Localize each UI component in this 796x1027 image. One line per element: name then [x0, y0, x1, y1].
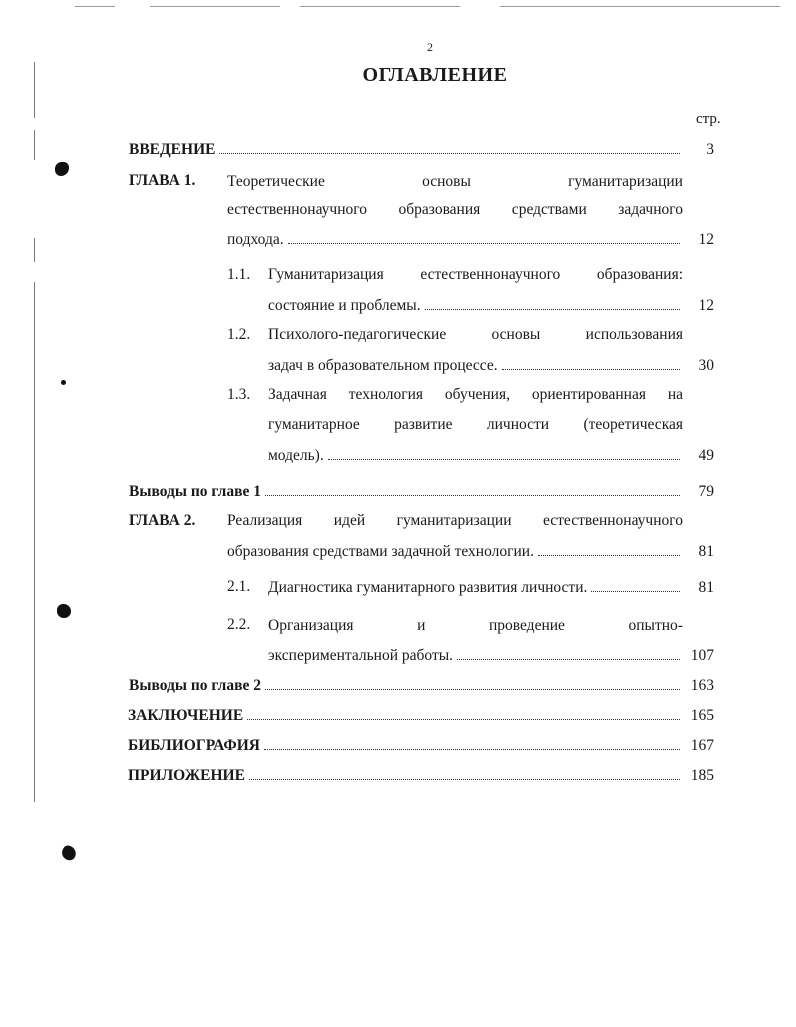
toc-entry-label: БИБЛИОГРАФИЯ	[128, 737, 260, 754]
section-2-1-line1[interactable]	[268, 578, 714, 598]
title-word: основы	[422, 173, 471, 190]
chapter-2-label: ГЛАВА 2.	[129, 512, 196, 529]
toc-entry-appendix[interactable]	[128, 766, 714, 786]
toc-entry-conclusions-1[interactable]	[129, 482, 714, 502]
section-number: 1.2.	[227, 326, 251, 343]
toc-entry-label: образования средствами задачной технологии.	[227, 543, 534, 560]
chapter-2-title-line1: Реализация идей гуманитаризации естественнонаучного	[227, 512, 683, 529]
toc-entry-label: экспериментальной работы.	[268, 647, 454, 664]
scan-line	[150, 6, 280, 7]
title-word: опытно-	[628, 617, 683, 634]
title-word: проведение	[488, 617, 565, 634]
section-2-2-line2[interactable]	[268, 646, 714, 666]
section-1-3-line1: Задачная технология обучения, ориентированная на	[268, 386, 683, 403]
toc-page-number: 12	[698, 231, 714, 248]
section-1-1-line1: Гуманитаризация естественнонаучного образования:	[268, 266, 683, 283]
leader-dots	[457, 658, 680, 660]
toc-page-number: 30	[698, 357, 714, 374]
title-word: Теоретические	[227, 173, 325, 190]
section-number: 1.3.	[227, 386, 251, 403]
toc-entry-label: модель).	[268, 447, 324, 464]
page-title: ОГЛАВЛЕНИЕ	[362, 64, 508, 86]
toc-entry-label: подхода.	[227, 231, 284, 248]
chapter-1-label: ГЛАВА 1.	[129, 172, 196, 189]
chapter-1-title-line3[interactable]	[227, 230, 714, 250]
leader-dots	[265, 494, 680, 496]
toc-entry-label: состояние и проблемы.	[268, 297, 421, 314]
ink-blot	[55, 162, 69, 176]
toc-page-number: 49	[698, 447, 714, 464]
toc-page-number: 79	[698, 483, 714, 500]
toc-entry-conclusions-2[interactable]	[129, 676, 714, 696]
section-1-1-line2[interactable]	[268, 296, 714, 316]
toc-entry-intro[interactable]	[129, 140, 714, 160]
section-number: 1.1.	[227, 266, 251, 283]
leader-dots	[328, 458, 680, 460]
scan-margin-line	[34, 238, 35, 262]
toc-page-number: 12	[698, 297, 714, 314]
toc-entry-conclusion[interactable]	[128, 706, 714, 726]
toc-page-number: 167	[690, 737, 714, 754]
toc-entry-label: задач в образовательном процессе.	[268, 357, 498, 374]
title-word: Организация	[268, 617, 354, 634]
ink-blot	[61, 380, 66, 385]
scan-margin-line	[34, 130, 35, 160]
leader-dots	[591, 590, 680, 592]
leader-dots	[288, 242, 680, 244]
toc-entry-label: Выводы по главе 1	[129, 483, 261, 500]
scan-margin-line	[34, 282, 35, 802]
section-1-2-line2[interactable]	[268, 356, 714, 376]
toc-entry-label: ПРИЛОЖЕНИЕ	[128, 767, 245, 784]
toc-page-number: 3	[706, 141, 714, 158]
toc-page-number: 107	[690, 647, 714, 664]
ink-blot	[57, 604, 71, 618]
leader-dots	[502, 368, 680, 370]
toc-page-number: 163	[690, 677, 714, 694]
section-1-3-line2: гуманитарное развитие личности (теоретическая	[268, 416, 683, 433]
chapter-1-title-line2: естественнонаучного образования средствами задачного	[227, 201, 683, 218]
leader-dots	[247, 718, 680, 720]
section-2-2-line1[interactable]	[268, 616, 683, 636]
toc-page-number: 165	[690, 707, 714, 724]
toc-page-number: 185	[690, 767, 714, 784]
leader-dots	[264, 748, 680, 750]
leader-dots	[249, 778, 680, 780]
section-number: 2.1.	[227, 578, 251, 595]
toc-entry-bibliography[interactable]	[128, 736, 714, 756]
toc-entry-label: ЗАКЛЮЧЕНИЕ	[128, 707, 244, 724]
chapter-2-title-line2[interactable]	[227, 542, 714, 562]
chapter-1-title-line1[interactable]	[227, 172, 683, 192]
page-number: 2	[427, 40, 433, 54]
scan-line	[75, 6, 115, 7]
section-number: 2.2.	[227, 616, 251, 633]
ink-blot	[60, 844, 78, 862]
toc-page-number: 81	[698, 579, 714, 596]
toc-entry-label: ВВЕДЕНИЕ	[129, 141, 216, 158]
leader-dots	[425, 308, 680, 310]
section-1-2-line1: Психолого-педагогические основы использования	[268, 326, 683, 343]
leader-dots	[219, 152, 680, 154]
toc-page-number: 81	[698, 543, 714, 560]
title-word: гуманитаризации	[568, 173, 683, 190]
scan-line	[300, 6, 460, 7]
page-column-label: стр.	[696, 111, 721, 127]
scan-line	[500, 6, 780, 7]
toc-entry-label: Диагностика гуманитарного развития личности.	[268, 579, 588, 596]
toc-entry-label: Выводы по главе 2	[129, 677, 261, 694]
title-word: и	[417, 617, 426, 634]
leader-dots	[538, 554, 680, 556]
section-1-3-line3[interactable]	[268, 446, 714, 466]
leader-dots	[265, 688, 680, 690]
